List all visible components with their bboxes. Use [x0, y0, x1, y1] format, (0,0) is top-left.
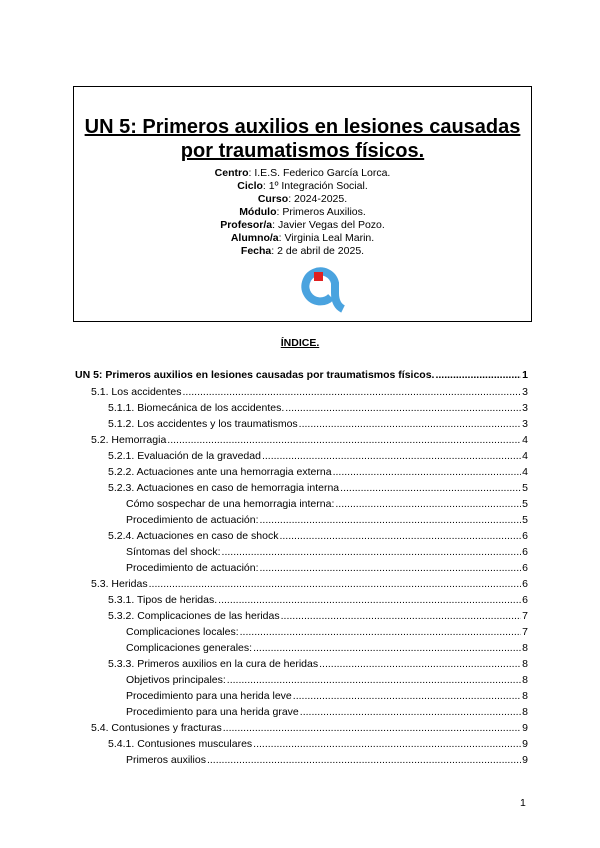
toc-entry[interactable] — [108, 418, 528, 431]
toc-entry-text: Procedimiento de actuación: — [126, 514, 259, 526]
toc-entry-text: 5.3.1. Tipos de heridas. — [108, 594, 218, 606]
toc-entry[interactable] — [126, 690, 528, 703]
toc-entry-text: Cómo sospechar de una hemorragia interna: — [126, 498, 335, 510]
toc-entry-page: 4 — [522, 434, 528, 446]
page-number: 1 — [520, 797, 526, 809]
document-title-line-1: UN 5: Primeros auxilios en lesiones causadas — [84, 116, 521, 138]
toc-leader — [222, 546, 522, 559]
info-label: Fecha — [240, 245, 272, 257]
info-value: : I.E.S. Federico García Lorca. — [248, 167, 391, 179]
info-alumno — [74, 232, 531, 245]
toc-leader — [207, 754, 521, 767]
toc-leader — [167, 434, 521, 447]
toc-leader — [223, 722, 521, 735]
toc-leader — [260, 514, 522, 527]
document-title-line-2: por traumatismos físicos. — [180, 140, 425, 162]
toc-entry[interactable] — [126, 562, 528, 575]
toc-leader — [260, 562, 522, 575]
toc-entry-page: 1 — [522, 369, 528, 381]
toc-entry-text: Complicaciones locales: — [126, 626, 239, 638]
toc-entry-page: 8 — [522, 674, 528, 686]
info-value: : 1º Integración Social. — [262, 180, 368, 192]
info-label: Módulo — [239, 206, 277, 218]
toc-entry-page: 8 — [522, 690, 528, 702]
toc-entry-page: 9 — [522, 754, 528, 766]
toc-entry-page: 9 — [522, 722, 528, 734]
toc-entry-page: 6 — [522, 530, 528, 542]
info-value: : Primeros Auxilios. — [276, 206, 366, 218]
toc-leader — [335, 498, 521, 511]
toc-entry-text: Complicaciones generales: — [126, 642, 253, 654]
toc-leader — [279, 530, 521, 543]
toc-entry-text: 5.4. Contusiones y fracturas — [91, 722, 222, 734]
toc-entry-page: 4 — [522, 466, 528, 478]
info-value: : Virginia Leal Marin. — [278, 232, 375, 244]
toc-entry-text: Objetivos principales: — [126, 674, 226, 686]
info-value: : Javier Vegas del Pozo. — [272, 219, 385, 231]
toc-entry[interactable] — [126, 514, 528, 527]
toc-leader — [149, 578, 522, 591]
toc-entry-text: 5.2.1. Evaluación de la gravedad — [108, 450, 261, 462]
toc-entry[interactable] — [108, 402, 528, 415]
toc-leader — [285, 402, 521, 415]
toc-leader — [262, 450, 521, 463]
toc-entry-text: 5.2.4. Actuaciones en caso de shock — [108, 530, 279, 542]
info-label: Profesor/a — [220, 219, 273, 231]
toc-entry-page: 7 — [522, 610, 528, 622]
toc-entry-page: 3 — [522, 386, 528, 398]
toc-entry-page: 5 — [522, 514, 528, 526]
toc-entry-text: 5.2.3. Actuaciones en caso de hemorragia interna — [108, 482, 340, 494]
info-value: : 2024-2025. — [288, 193, 348, 205]
toc-entry[interactable] — [108, 594, 528, 607]
toc-entry-text: Síntomas del shock: — [126, 546, 221, 558]
document-title — [74, 115, 531, 163]
toc-entry[interactable] — [108, 482, 528, 495]
info-centro — [74, 167, 531, 180]
info-ciclo — [74, 180, 531, 193]
toc-leader — [333, 466, 522, 479]
toc-entry-page: 4 — [522, 450, 528, 462]
toc-entry-text: 5.2.2. Actuaciones ante una hemorragia externa — [108, 466, 332, 478]
toc-entry-text: 5.3.2. Complicaciones de las heridas — [108, 610, 280, 622]
toc-entry-page: 3 — [522, 418, 528, 430]
toc-entry[interactable] — [126, 642, 528, 655]
info-profesor — [74, 219, 531, 232]
school-logo-icon — [297, 253, 345, 313]
toc-entry-page: 8 — [522, 642, 528, 654]
toc-entry-page: 3 — [522, 402, 528, 414]
index-heading: ÍNDICE. — [280, 337, 320, 349]
toc-entry[interactable] — [108, 658, 528, 671]
toc-leader — [293, 690, 521, 703]
cover-title-box — [73, 86, 532, 322]
toc-entry[interactable] — [108, 738, 528, 751]
toc-entry-page: 9 — [522, 738, 528, 750]
toc-entry-text: 5.1.2. Los accidentes y los traumatismos — [108, 418, 298, 430]
toc-entry-page: 8 — [522, 658, 528, 670]
toc-leader — [435, 369, 521, 382]
toc-entry[interactable] — [126, 754, 528, 767]
toc-entry-page: 8 — [522, 706, 528, 718]
info-value: : 2 de abril de 2025. — [271, 245, 365, 257]
info-label: Centro — [214, 167, 249, 179]
toc-entry-text: 5.3.3. Primeros auxilios en la cura de heridas — [108, 658, 319, 670]
toc-entry[interactable] — [91, 722, 528, 735]
toc-entry-text: 5.3. Heridas — [91, 578, 148, 590]
toc-entry[interactable] — [108, 466, 528, 479]
toc-entry-page: 6 — [522, 594, 528, 606]
toc-entry-text: Primeros auxilios — [126, 754, 206, 766]
toc-leader — [253, 642, 521, 655]
toc-entry[interactable] — [126, 706, 528, 719]
toc-entry[interactable] — [91, 386, 528, 399]
toc-entry-text: 5.2. Hemorragia — [91, 434, 167, 446]
toc-leader — [253, 738, 521, 751]
toc-entry-page: 5 — [522, 498, 528, 510]
toc-entry[interactable] — [75, 369, 528, 382]
toc-entry[interactable] — [91, 578, 528, 591]
toc-entry[interactable] — [91, 434, 528, 447]
toc-leader — [227, 674, 521, 687]
toc-entry-text: 5.1. Los accidentes — [91, 386, 182, 398]
toc-leader — [300, 706, 521, 719]
info-label: Curso — [257, 193, 289, 205]
toc-entry-text: Procedimiento para una herida grave — [126, 706, 299, 718]
toc-leader — [182, 386, 521, 399]
info-label: Ciclo — [237, 180, 263, 192]
info-label: Alumno/a — [230, 232, 279, 244]
toc-entry-text: UN 5: Primeros auxilios en lesiones causadas por traumatismos físicos. — [75, 369, 435, 381]
toc-entry[interactable] — [126, 498, 528, 511]
toc-entry-page: 6 — [522, 562, 528, 574]
toc-leader — [218, 594, 521, 607]
toc-entry[interactable] — [108, 530, 528, 543]
toc-entry-text: Procedimiento de actuación: — [126, 562, 259, 574]
toc-entry-page: 6 — [522, 578, 528, 590]
toc-entry[interactable] — [108, 450, 528, 463]
toc-entry-text: Procedimiento para una herida leve — [126, 690, 292, 702]
toc-entry-text: 5.1.1. Biomecánica de los accidentes. — [108, 402, 285, 414]
toc-entry[interactable] — [126, 674, 528, 687]
toc-entry-page: 5 — [522, 482, 528, 494]
info-modulo — [74, 206, 531, 219]
info-curso — [74, 193, 531, 206]
toc-entry[interactable] — [108, 610, 528, 623]
cover-info — [74, 167, 531, 258]
toc-entry-page: 7 — [522, 626, 528, 638]
toc-leader — [240, 626, 522, 639]
toc-leader — [299, 418, 521, 431]
toc-leader — [319, 658, 521, 671]
toc-leader — [340, 482, 521, 495]
toc-entry-page: 6 — [522, 546, 528, 558]
toc-entry[interactable] — [126, 546, 528, 559]
toc-entry[interactable] — [126, 626, 528, 639]
toc-leader — [281, 610, 522, 623]
toc-entry-text: 5.4.1. Contusiones musculares — [108, 738, 253, 750]
